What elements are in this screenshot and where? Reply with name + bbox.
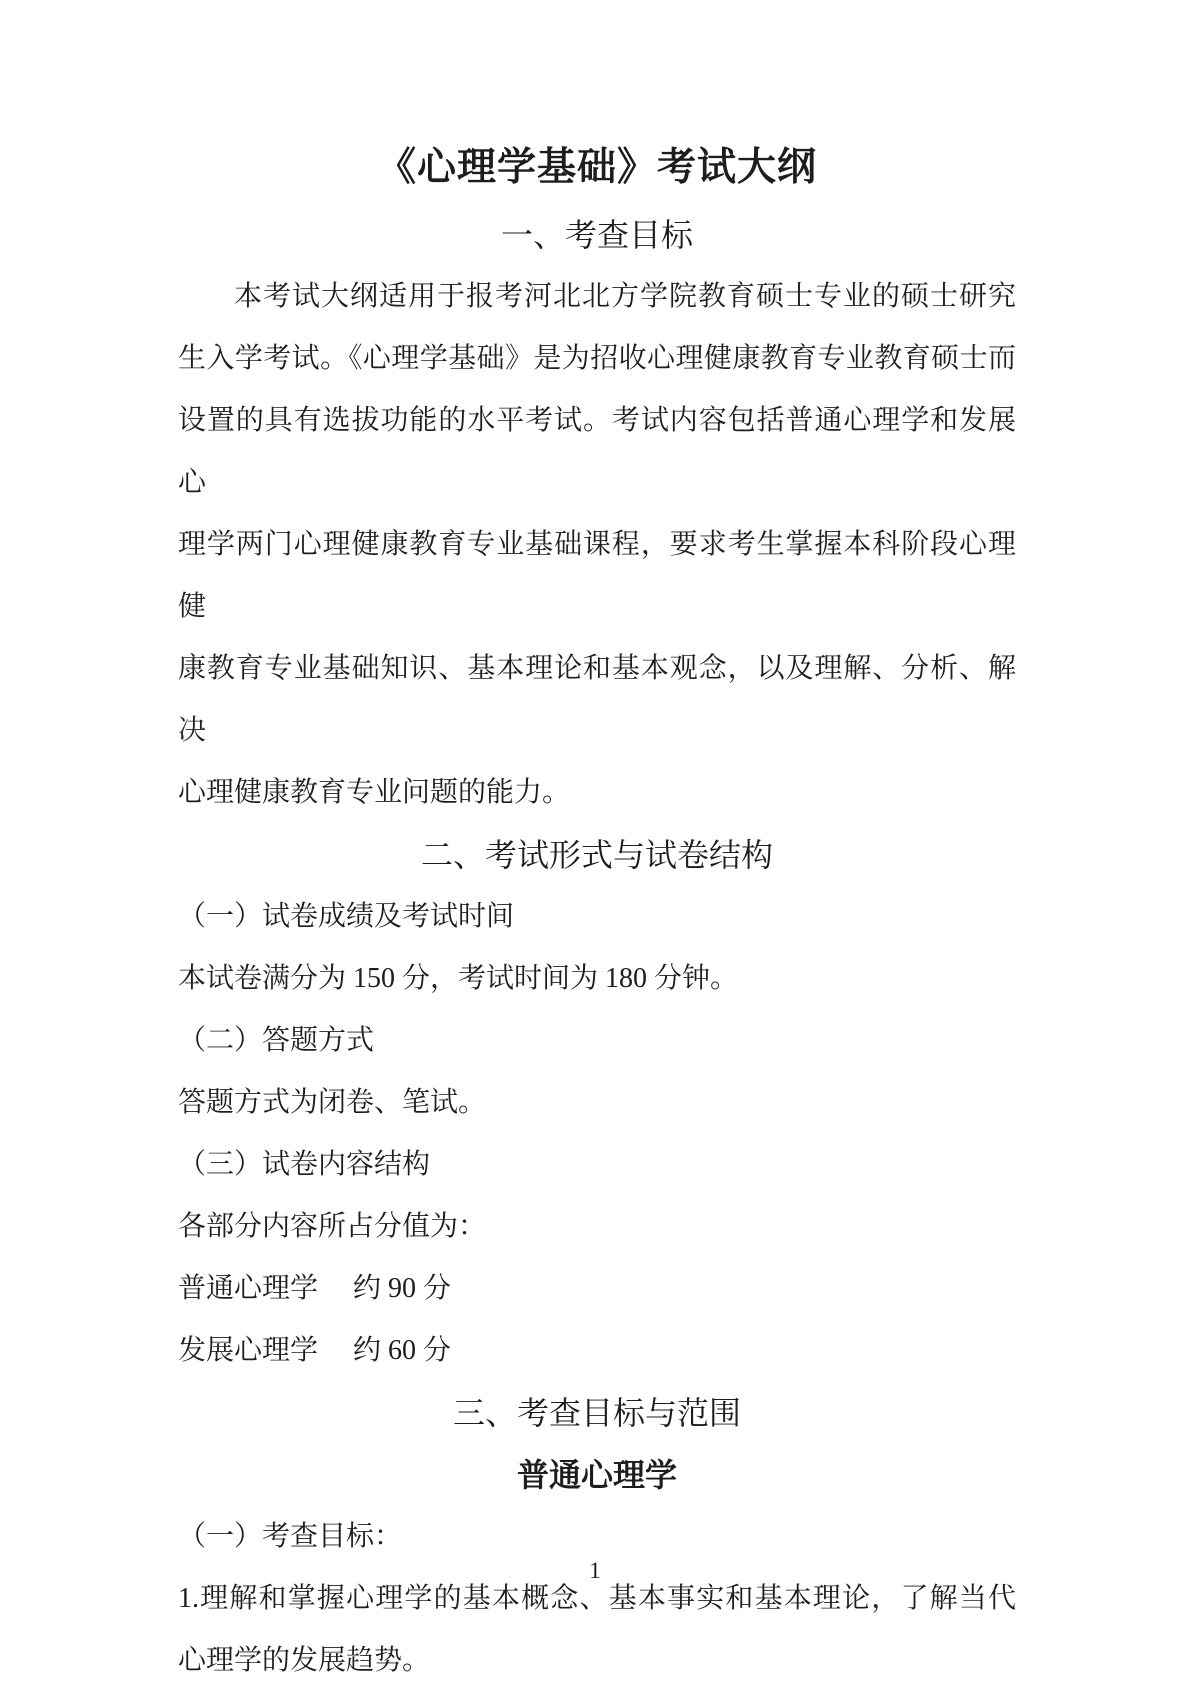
text-line: 心理健康教育专业问题的能力。 <box>178 777 571 808</box>
text-line: 本考试大纲适用于报考河北北方学院教育硕士专业的硕士研究 <box>234 281 1016 312</box>
document-content <box>178 132 1016 1683</box>
subsection-heading: 普通心理学 <box>516 1457 677 1493</box>
page-number: 1 <box>589 1558 601 1583</box>
text-line: 普通心理学 约 90 分 <box>178 1273 452 1304</box>
text-line: 答题方式为闭卷、笔试。 <box>178 1087 487 1118</box>
text-line: （一）考查目标： <box>178 1521 403 1552</box>
text-line: 康教育专业基础知识、基本理论和基本观念，以及理解、分析、解决 <box>178 653 1016 746</box>
document-body <box>178 204 1016 1683</box>
text-line: 发展心理学 约 60 分 <box>178 1335 452 1366</box>
text-line: 各部分内容所占分值为： <box>178 1211 487 1242</box>
section-heading: 二、考试形式与试卷结构 <box>420 837 773 873</box>
text-line: （一）试卷成绩及考试时间 <box>178 901 515 932</box>
text-line: 生入学考试。《心理学基础》是为招收心理健康教育专业教育硕士而 <box>178 343 1016 374</box>
section-heading: 三、考查目标与范围 <box>452 1395 741 1431</box>
text-line: 本试卷满分为 150 分，考试时间为 180 分钟。 <box>178 963 739 994</box>
text-line: 设置的具有选拔功能的水平考试。考试内容包括普通心理学和发展心 <box>178 405 1016 498</box>
document-title: 《心理学基础》考试大纲 <box>376 146 817 189</box>
text-line: 心理学的发展趋势。 <box>178 1645 431 1676</box>
section-heading: 一、考查目标 <box>500 217 693 253</box>
text-line: （三）试卷内容结构 <box>178 1149 431 1180</box>
text-line: 1.理解和掌握心理学的基本概念、基本事实和基本理论，了解当代 <box>178 1583 1016 1614</box>
text-line: （二）答题方式 <box>178 1025 375 1056</box>
text-line: 理学两门心理健康教育专业基础课程，要求考生掌握本科阶段心理健 <box>178 529 1016 622</box>
